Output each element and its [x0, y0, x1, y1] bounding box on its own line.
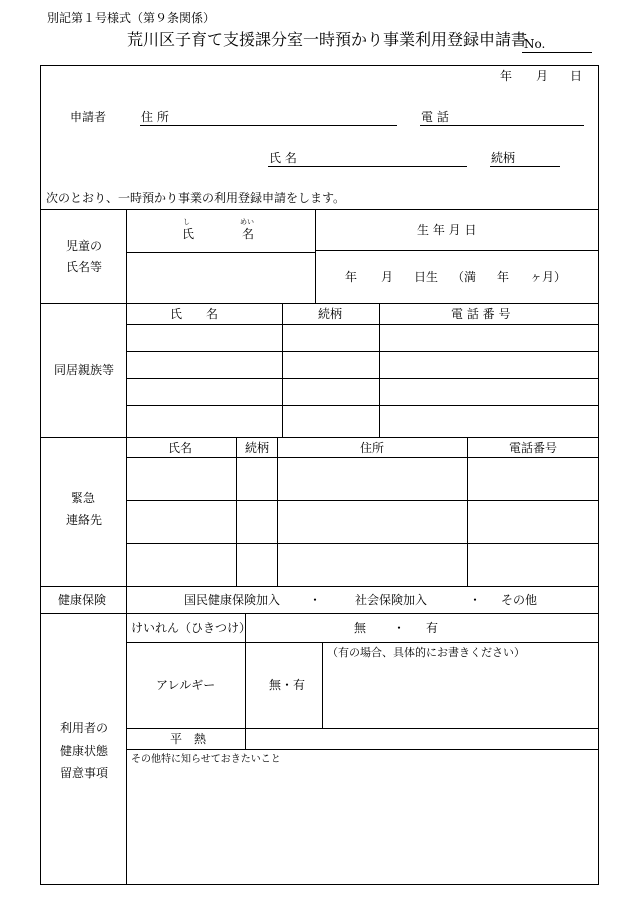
insurance-social[interactable]: 社会保険加入: [355, 593, 428, 607]
form-number: 別記第１号様式（第９条関係）: [47, 11, 216, 25]
name-field[interactable]: [268, 166, 467, 167]
health-label-line1: 利用者の: [60, 721, 109, 735]
insurance-national[interactable]: 国民健康保険加入: [184, 593, 281, 607]
child-label-line2: 氏名等: [66, 260, 103, 274]
name-label: 氏 名: [269, 151, 297, 165]
allergy-detail-field[interactable]: [323, 662, 598, 727]
convulsion-dot: ・: [393, 621, 406, 635]
other-note-label: その他特に知らせておきたいこと: [131, 754, 281, 765]
allergy-label: アレルギー: [156, 678, 216, 692]
no-field[interactable]: [522, 52, 592, 53]
emergency-label-line2: 連絡先: [66, 513, 103, 527]
relation-field[interactable]: [490, 166, 560, 167]
relation-label: 続柄: [491, 151, 516, 165]
application-statement: 次のとおり、一時預かり事業の利用登録申請をします。: [46, 191, 346, 205]
fever-field[interactable]: [246, 729, 598, 748]
date-month: 月: [536, 69, 549, 83]
child-label-line1: 児童の: [66, 239, 103, 253]
child-name-mei: 名: [242, 227, 255, 241]
insurance-sep-2: ・: [469, 593, 482, 607]
allergy-note: （有の場合、具体的にお書きください）: [327, 646, 525, 659]
health-label-line3: 留意事項: [60, 766, 109, 780]
family-label: 同居親族等: [54, 363, 115, 377]
birth-day: 日生: [414, 270, 439, 284]
date-year: 年: [500, 69, 513, 83]
age-open: （満: [452, 270, 477, 284]
birth-header: 生 年 月 日: [417, 223, 477, 237]
ruby-mei: めい: [240, 218, 254, 226]
form-frame: [40, 65, 599, 885]
family-col-phone: 電 話 番 号: [451, 307, 511, 321]
convulsion-none[interactable]: 無: [354, 621, 367, 635]
birth-year: 年: [345, 270, 358, 284]
insurance-other[interactable]: その他: [501, 593, 538, 607]
other-note-field[interactable]: [127, 768, 598, 884]
page-title: 荒川区子育て支援課分室一時預かり事業利用登録申請書: [127, 30, 528, 49]
convulsion-yes[interactable]: 有: [426, 621, 439, 635]
phone-field[interactable]: [420, 125, 584, 126]
no-label: No.: [524, 37, 546, 51]
address-label: 住 所: [141, 110, 169, 124]
applicant-label: 申請者: [70, 110, 107, 124]
emergency-col-phone: 電話番号: [509, 441, 558, 455]
family-col-name: 氏 名: [170, 307, 219, 321]
child-name-shi: 氏: [182, 227, 195, 241]
emergency-label-line1: 緊急: [71, 491, 96, 505]
convulsion-label: けいれん（ひきつけ）: [131, 621, 252, 635]
fever-label: 平 熱: [170, 732, 207, 746]
child-name-field[interactable]: [127, 253, 314, 302]
health-label-line2: 健康状態: [60, 744, 109, 758]
insurance-sep-1: ・: [309, 593, 322, 607]
family-col-relation: 続柄: [318, 307, 343, 321]
emergency-col-name: 氏名: [168, 441, 193, 455]
age-month: ヶ月）: [530, 270, 567, 284]
ruby-shi: し: [183, 218, 190, 226]
phone-label: 電 話: [421, 110, 449, 124]
emergency-col-address: 住所: [360, 441, 385, 455]
emergency-col-relation: 続柄: [245, 441, 270, 455]
allergy-choice[interactable]: 無・有: [269, 678, 306, 692]
birth-month: 月: [381, 270, 394, 284]
date-day: 日: [570, 69, 583, 83]
insurance-label: 健康保険: [58, 593, 107, 607]
address-field[interactable]: [140, 125, 397, 126]
age-year: 年: [497, 270, 510, 284]
